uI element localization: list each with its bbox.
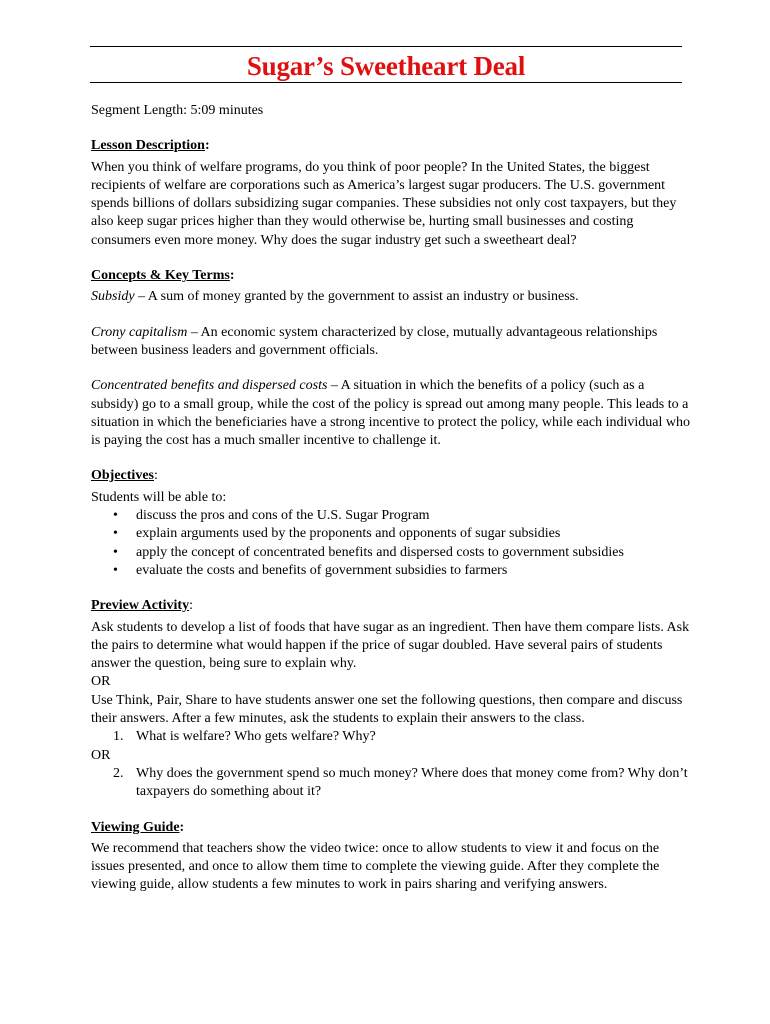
viewing-guide-text: We recommend that teachers show the video twice: once to allow students to view it and focus on the issues presented, and once to allow them time to complete the viewing guide. After they complete the viewing guide, allow students a few minutes to work in pairs sharing and verifying answers. xyxy=(91,840,660,893)
list-item: • discuss the pros and cons of the U.S. Sugar Program xyxy=(91,507,691,525)
list-item: • evaluate the costs and benefits of government subsidies to farmers xyxy=(91,562,691,580)
lesson-description-text: When you think of welfare programs, do you think of poor people? In the United States, the biggest recipients of welfare are corporations such as America’s largest sugar producers. The U.S. government spends billions of dollars subsidizing sugar companies. These subsidies not only cost taxpayers, but they also keep sugar prices higher than they would otherwise be, hurting small businesses and costing consumers even more money. Why does the sugar industry get such a sweetheart deal? xyxy=(91,159,677,248)
term-subsidy: Subsidy – A sum of money granted by the government to assist an industry or business. xyxy=(91,289,579,305)
list-item: • explain arguments used by the proponents and opponents of sugar subsidies xyxy=(91,525,691,543)
preview-questions-1 xyxy=(91,728,691,746)
viewing-guide-heading: Viewing Guide: xyxy=(91,819,185,835)
term-concentrated-benefits: Concentrated benefits and dispersed costs – A situation in which the benefits of a policy (such as a subsidy) go to a small group, while the cost of the policy is spread out among many people. This leads to a situation in which the beneficiaries have a strong incentive to protect the policy, while each individual who is paying the cost has a much smaller incentive to challenge it. xyxy=(91,378,690,449)
list-item: • apply the concept of concentrated benefits and dispersed costs to government subsidies xyxy=(91,544,691,562)
preview-heading: Preview Activity: xyxy=(91,598,193,614)
document-body xyxy=(91,102,691,895)
objectives-list xyxy=(91,507,691,580)
viewing-guide-section xyxy=(91,819,691,895)
document-title: Sugar’s Sweetheart Deal xyxy=(246,51,526,81)
preview-questions-2 xyxy=(91,765,691,802)
title-rule-bottom xyxy=(90,82,682,83)
objectives-heading: Objectives: xyxy=(91,468,158,484)
objectives-intro: Students will be able to: xyxy=(91,489,227,505)
preview-text-2: Use Think, Pair, Share to have students answer one set the following questions, then compare and discuss their answers. After a few minutes, ask the students to explain their answers to the class. xyxy=(91,692,683,727)
preview-section xyxy=(91,597,691,801)
segment-length: Segment Length: 5:09 minutes xyxy=(91,103,264,118)
term-crony-capitalism: Crony capitalism – An economic system characterized by close, mutually advantageous relationships between business leaders and government officials. xyxy=(91,324,658,358)
preview-or-1: OR xyxy=(91,674,111,690)
list-item: 2. Why does the government spend so much money? Where does that money come from? Why don’t taxpayers do something about it? xyxy=(113,765,688,800)
preview-text-1: Ask students to develop a list of foods that have sugar as an ingredient. Then have them compare lists. Ask the pairs to determine what would happen if the price of sugar doubled. Have several pairs of students answer the question, being sure to explain why. xyxy=(91,619,690,672)
lesson-description-section xyxy=(91,137,691,250)
list-item: 1. What is welfare? Who gets welfare? Why? xyxy=(113,729,376,745)
title-rule-top xyxy=(90,46,682,47)
concepts-heading: Concepts & Key Terms: xyxy=(91,268,235,284)
objectives-section xyxy=(91,467,691,580)
preview-or-2: OR xyxy=(91,747,111,763)
concepts-section xyxy=(91,267,691,450)
lesson-description-heading: Lesson Description: xyxy=(91,138,210,154)
